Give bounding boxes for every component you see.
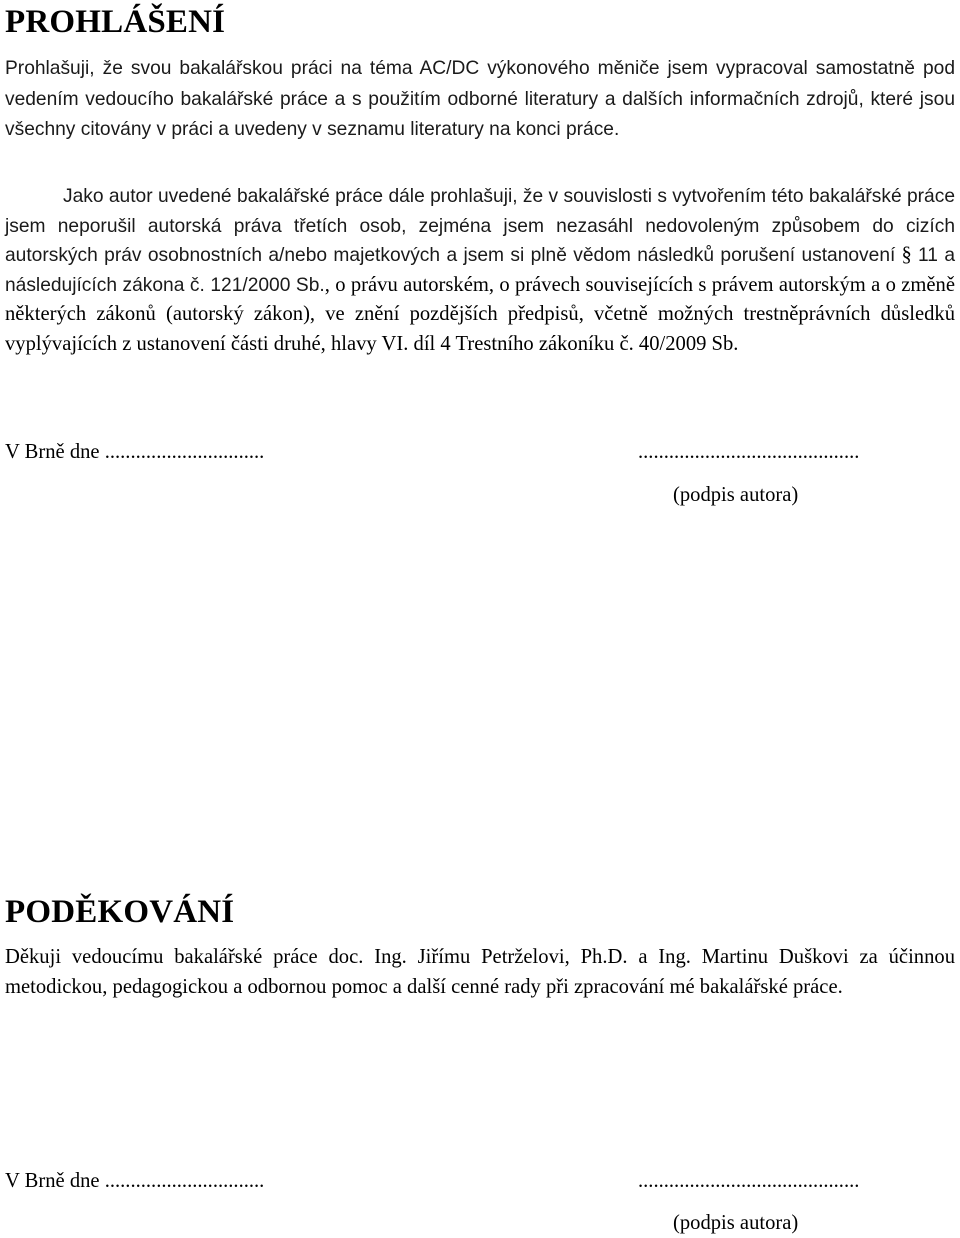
signature-caption: (podpis autora) (673, 1212, 799, 1234)
law-reference: 11 a následujících zákona č. 121/2000 Sb. (5, 245, 955, 296)
declaration-paragraph-2-text: Jako autor uvedené bakalářské práce dále prohlašuji, že v souvislosti s vytvořením této bakalářské práce jsem neporušil autorská práva třetích osob, zejména jsem nezasáhl nedovoleným způsobem do cizích autorských práv osobnostních a/nebo majetkových a jsem si plně vědom následků porušení ustanovení (5, 186, 955, 267)
place-date-line: V Brně dne ............................... (5, 1170, 265, 1192)
acknowledgement-paragraph: Děkuji vedoucímu bakalářské práce doc. Ing. Jiřímu Petrželovi, Ph.D. a Ing. Martinu Duškovi za účinnou metodickou, pedagogickou a odbornou pomoc a další cenné rady při zpracování mé bakalářské práce. (5, 946, 955, 998)
acknowledgement-signature-row (5, 1166, 955, 1196)
place-date-line: V Brně dne ............................... (5, 441, 265, 463)
acknowledgement-title: PODĚKOVÁNÍ (5, 894, 235, 930)
declaration-title: PROHLÁŠENÍ (5, 4, 226, 40)
document-page (5, 0, 955, 1238)
signature-caption: (podpis autora) (673, 484, 799, 506)
signature-line: ........................................... (638, 441, 860, 463)
declaration-paragraph-1: Prohlašuji, že svou bakalářskou práci na téma AC/DC výkonového měniče jsem vypracoval samostatně pod vedením vedoucího bakalářské práce a s použitím odborné literatury a dalších informačních zdrojů, které jsou všechny citovány v práci a uvedeny v seznamu literatury na konci práce. (5, 58, 955, 140)
signature-line: ........................................... (638, 1170, 860, 1192)
section-sign: § (901, 244, 912, 267)
declaration-paragraph-2 (5, 182, 955, 360)
declaration-signature-row (5, 437, 955, 467)
declaration-paragraph-2-continuation: , o právu autorském, o právech souvisejících s právem autorským a o změně některých zákonů (autorský zákon), ve znění pozdějších předpisů, včetně možných trestněprávních důsledků vyplývajících z ustanovení části druhé, hlavy VI. díl 4 Trestního zákoníku č. 40/2009 Sb. (5, 273, 955, 355)
